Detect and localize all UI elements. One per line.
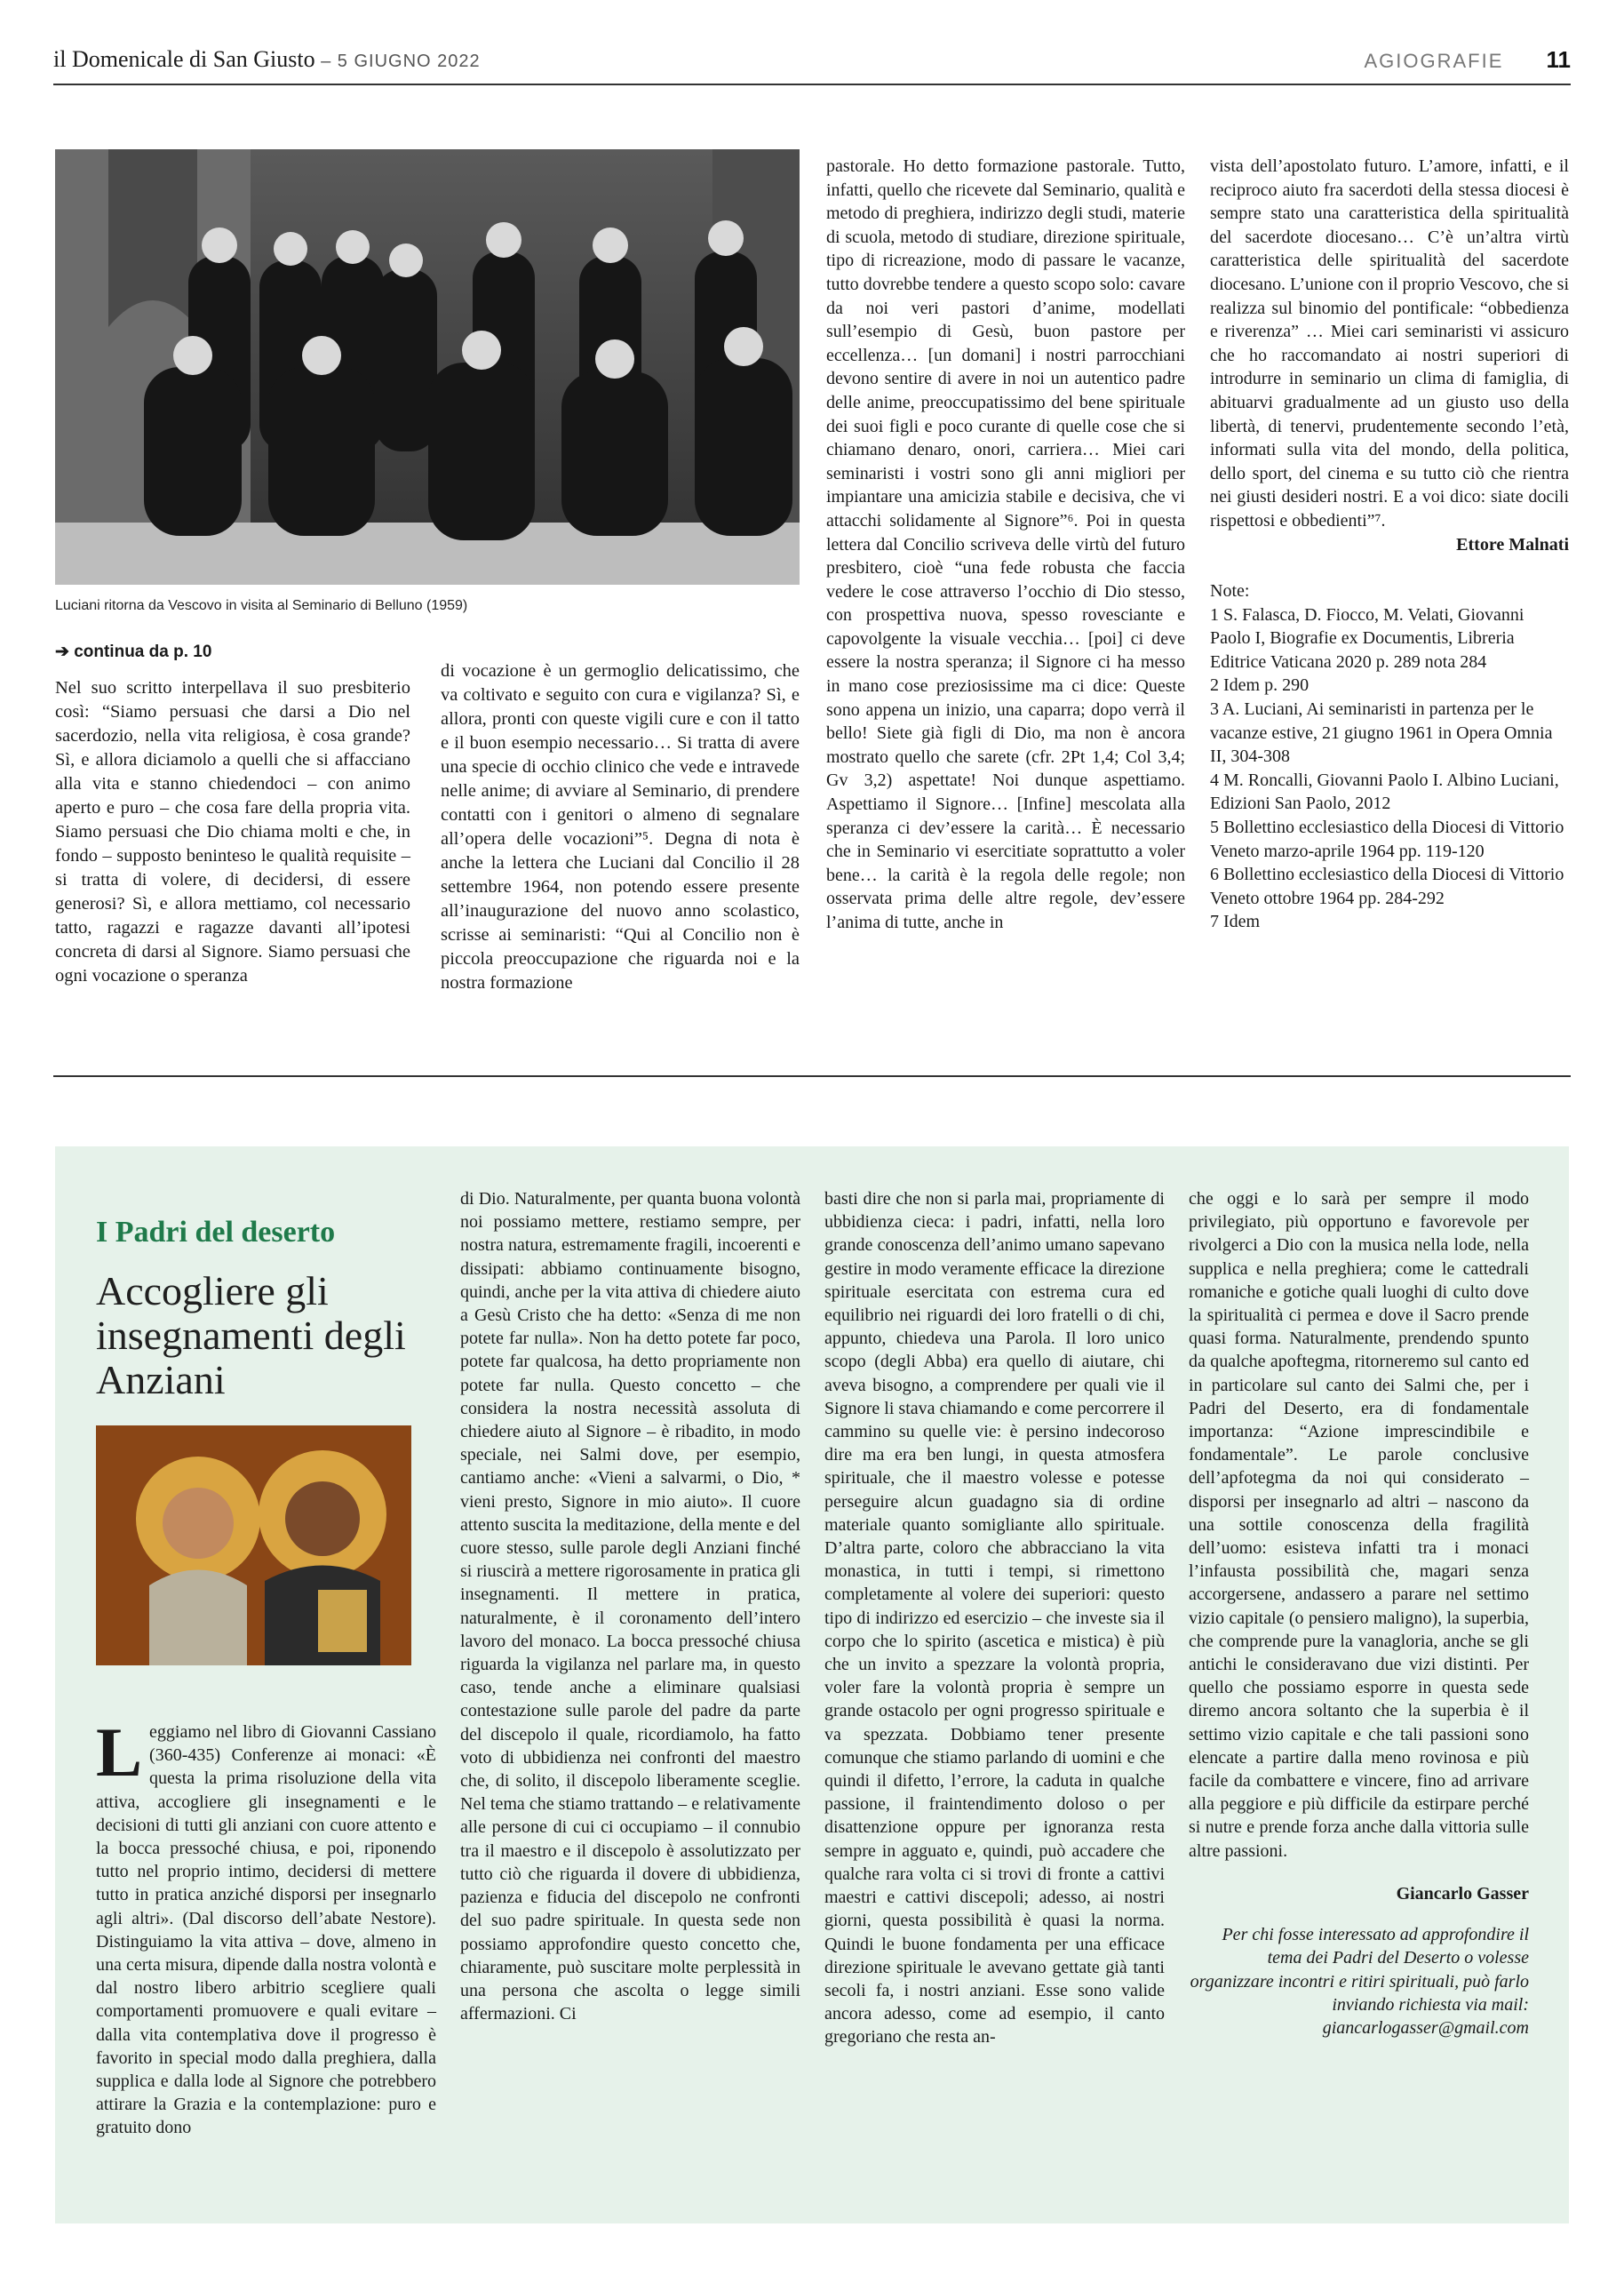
paragraph: basti dire che non si parla mai, propriamente di ubbidienza cieca: i padri, infatti, nella loro grande conoscenza dell’animo umano sapevano gestire in modo veramente efficace la direzione spirituale esercitata con estrema cura ed equilibrio nei riguardi dei loro fratelli o di chi, appunto, chiedeva una Parola. Il loro unico scopo (degli Abba) era quello di aiutare, chi aveva bisogno, a comprendere per quali vie il Signore li stava chiamando e come percorrere il cammino su quelle vie: è persino indecoroso dire ma era ben lungi, in questa atmosfera spirituale, che il maestro volesse e potesse perseguire alcun guadagno sia di ordine materiale quanto somigliante allo spirituale. D’altra parte, coloro che abbracciano la vita monastica, in tutti i tempi, si rimettono completamente al volere dei superiori: questo tipo di indirizzo ed esercizio – che investe sia il corpo che lo spirito (ascetica e mistica) è più che un invito a spezzare la volontà propria, voler fare la volontà propria è sempre un grande ostacolo per ogni progresso spirituale e va spezzata. Dobbiamo tener presente comunque che stiamo parlando di uomini e che quindi il difetto, l’errore, la caduta in qualche passione, il fraintendimento doloso o per disattenzione oppure per ignoranza resta sempre in agguato e, quindi, può accadere che qualche rara volta ci si trovi di fronte a cattivi maestri e cattivi discepoli; adesso, ai nostri giorni, questa possibilità è quasi la norma. Quindi le buone fondamenta per una efficace direzione spirituale le avevano gettate già tanti secoli fa, i nostri anziani. Esse sono valide ancora adesso, come ad esempio, il canto gregoriano che resta an- bbox=[824, 1189, 1165, 2048]
note-item: 7 Idem bbox=[1210, 912, 1261, 932]
paragraph: vista dell’apostolato futuro. L’amore, infatti, e il reciproco aiuto fra sacerdoti della stessa diocesi è sempre stato una caratteristica della spiritualità del sacerdote diocesano… C’è un’altra virtù caratteristica delle spiritualità del sacerdote diocesano. L’unione con il proprio Vescovo, che si realizza sul binomio del pontificale: “obbedienza e riverenza” … Miei cari seminaristi vi assicuro che ho raccomandato ai nostri superiori di introdurre in seminario un clima di famiglia, di abituarvi gradualmente ad un giusto uso della libertà, di tenervi, prudentemente secondo l’età, informati sulla vita del mondo, della politica, dello sport, del cinema e su tutto ciò che rientra nei giusti desideri nostri. E a voi dico: siate docili rispettosi e obbedienti”⁷. bbox=[1210, 156, 1569, 531]
coptic-icon-image bbox=[96, 1425, 411, 1665]
note-item: 2 Idem p. 290 bbox=[1210, 675, 1310, 696]
author-signature: Ettore Malnati bbox=[1456, 534, 1569, 555]
note-item: 4 M. Roncalli, Giovanni Paolo I. Albino Luciani, Edizioni San Paolo, 2012 bbox=[1210, 770, 1559, 814]
section-header bbox=[1364, 46, 1571, 74]
top-article-column-1 bbox=[55, 640, 410, 988]
bottom-article-column-2 bbox=[460, 1187, 800, 2025]
issue-date: – 5 GIUGNO 2022 bbox=[321, 52, 481, 71]
note-item: 3 A. Luciani, Ai seminaristi in partenza per le vacanze estive, 21 giugno 1961 in Opera Omnia II, 304-308 bbox=[1210, 699, 1553, 767]
section-name: AGIOGRAFIE bbox=[1364, 50, 1504, 72]
paragraph: pastorale. Ho detto formazione pastorale. Tutto, infatti, quello che ricevete dal Seminario, qualità e metodo di preghiera, indirizzo degli studi, materie di scuola, metodo di studiare, direzione spirituale, tipo di ricreazione, modo di passare le vacanze, tutto dovrebbe tendere a questo scopo solo: cavare da noi veri pastori d’anime, modellati sull’esempio di Gesù, buon pastore per eccellenza… [un domani] i nostri parrocchiani devono sentire di avere in noi un autentico padre delle anime, preoccupatissimo del bene spirituale dei suoi figli e poco curante di quelle cose che si chiamano denaro, onori, carriera… Miei cari seminaristi i vostri sono gli anni migliori per impiantare una amicizia stabile e decisiva, che vi attacchi solidamente al Signore”⁶. Poi in questa lettera dal Concilio scriveva delle virtù del futuro presbitero, cioè “una fede robusta che faccia vedere le cose attraverso l’occhio di Dio stesso, con prospettiva nuova, spesso rovesciante e capovolgente la visuale vecchia… [poi] ci deve essere la nostra speranza; il Signore ci ha messo in mano cose preziosissime ma ci dice: Queste sono appena un inizio, una caparra; dopo verrà il bello! Siete già figli di Dio, ma non è ancora mostrato quello che sarete (cfr. 2Pt 1,4; Col 3,4; Gv 3,2) aspettate! Noi dunque aspettiamo. Aspettiamo il Signore… [Infine] mescolata alla speranza ci dev’essere la carità… È necessario che in Seminario vi esercitiate soprattutto a voler bene… la carità è la regola delle regole; non osservata prima delle altre regole, dev’essere l’anima di tutte, anche in bbox=[826, 156, 1185, 932]
note-item: 5 Bollettino ecclesiastico della Diocesi di Vittorio Veneto marzo-aprile 1964 pp. 119-120 bbox=[1210, 818, 1564, 861]
author-signature: Giancarlo Gasser bbox=[1396, 1883, 1529, 1904]
note-item: 6 Bollettino ecclesiastico della Diocesi di Vittorio Veneto ottobre 1964 pp. 284-292 bbox=[1210, 865, 1564, 908]
bottom-article-column-3 bbox=[824, 1187, 1165, 2049]
top-article-column-2 bbox=[441, 659, 800, 995]
bottom-article-column-1 bbox=[96, 1713, 436, 2140]
page-number: 11 bbox=[1546, 46, 1571, 73]
publication-name: il Domenicale di San Giusto bbox=[53, 46, 315, 72]
paragraph: di Dio. Naturalmente, per quanta buona volontà noi possiamo mettere, restiamo sempre, per nostra natura, estremamente fragili, incoerenti e dissipati: abbiamo continuamente bisogno, quindi, anche per la vita attiva di chiedere aiuto a Gesù Cristo che ha detto: «Senza di me non potete far nulla». Non ha detto potete far poco, potete far qualcosa, ha detto propriamente non potete far nulla. Questo concetto – che considera la nostra necessità assoluta di chiedere aiuto al Signore – è ribadito, in modo speciale, nei Salmi dove, per esempio, cantiamo anche: «Vieni a salvarmi, o Dio, * vieni presto, Signore in mio aiuto». Il cuore attento suscita la meditazione, della mente e del cuore stesso, sulle parole degli Anziani finché si riuscirà a mettere rigorosamente in pratica gli insegnamenti. Il mettere in pratica, naturalmente, è il coronamento dell’intero lavoro del monaco. La bocca pressoché chiusa riguarda la vigilanza nel parlare ma, in questo caso, tende anche a eliminare qualsiasi contestazione sulle parole del padre da parte del discepolo il quale, ricordiamolo, ha fatto voto di ubbidienza nei confronti del maestro che, di solito, il discepolo liberamente sceglie. Nel tema che stiamo trattando – e relativamente alle persone di cui ci occupiamo – il connubio tra il maestro e il discepolo è assolutizzato per tutto ciò che riguarda il dovere di ubbidienza, pazienza e fiducia del discepolo ne confronti del suo padre spirituale. In questa sede non possiamo approfondire questo concetto che, chiaramente, può suscitare molte perplessità in una persona che ascolta o legge simili affermazioni. Ci bbox=[460, 1189, 800, 2024]
paragraph: di vocazione è un germoglio delicatissimo, che va coltivato e seguito con cura e vigilanza? Sì, e allora, pronti con queste vigili cure e con il tatto e il buon esempio necessario… Si tratta di avere una specie di occhio clinico che vede e intravede nelle anime; di avviare al Seminario, di prendere contatti con i genitori o almeno di segnalare all’opera delle vocazioni”⁵. Degna di nota è anche la lettera che Luciani dal Concilio il 28 settembre 1964, non potendo essere presente all’inaugurazione del nuovo anno scolastico, scrisse ai seminaristi: “Qui al Concilio non è piccola preoccupazione che riguarda noi e la nostra formazione bbox=[441, 661, 800, 993]
bottom-article-column-4 bbox=[1189, 1187, 1529, 2040]
notes-title: Note: bbox=[1210, 581, 1250, 602]
paragraph: Nel suo scritto interpellava il suo presbiterio così: “Siamo persuasi che darsi a Dio nel sacerdozio, nella vita religiosa, è cosa grande? Sì, e allora diciamolo a quelli che si affacciano alla vita e stanno chiedendoci – con animo aperto e puro – che cosa fare della propria vita. Siamo persuasi che Dio chiama molti e che, in fondo – supposto beninteso le qualità requisite – si tratta di volere, di decidersi, di essere generosi? Sì, e allora mettiamo, col necessario tatto, ragazzi e ragazze davanti all’ipotesi concreta di darsi al Signore. Siamo persuasi che ogni vocazione o speranza bbox=[55, 678, 410, 986]
paragraph: eggiamo nel libro di Giovanni Cassiano (360-435) Conferenze ai monaci: «È questa la prima risoluzione della vita attiva, accogliere gli insegnamenti e le decisioni di tutti gli anziani con cuore attento e la bocca pressoché chiusa, e poi, riponendo tutto nel proprio intimo, decidersi di mettere tutto in pratica anziché disporsi per insegnarlo agli altri». (Dal discorso dell’abate Nestore). Distinguiamo la vita attiva – dove, almeno in una certa misura, dipende dalla nostra volontà e dal nostro libero arbitrio scegliere quali comportamenti promuovere e quali evitare – dalla vita contemplativa dove il progresso è favorito in special modo dalla preghiera, dalla supplica e dalla lode al Signore che potrebbero attirare la Grazia e la contemplazione: puro e gratuito dono bbox=[96, 1722, 436, 2138]
section-divider bbox=[53, 1075, 1571, 1077]
masthead bbox=[53, 46, 481, 73]
note-item: 1 S. Falasca, D. Fiocco, M. Velati, Giovanni Paolo I, Biografie ex Documentis, Libreria Editrice Vaticana 2020 p. 289 nota 284 bbox=[1210, 604, 1524, 672]
top-article-column-3 bbox=[826, 155, 1185, 935]
article-title: Accogliere gli insegnamenti degli Anziani bbox=[96, 1268, 406, 1402]
section-kicker: I Padri del deserto bbox=[96, 1216, 336, 1249]
top-article-column-4 bbox=[1210, 155, 1569, 934]
drop-cap: L bbox=[96, 1713, 143, 1791]
header-rule bbox=[53, 84, 1571, 85]
photo-caption: Luciani ritorna da Vescovo in visita al Seminario di Belluno (1959) bbox=[55, 598, 468, 613]
paragraph: che oggi e lo sarà per sempre il modo privilegiato, più opportuno e favorevole per rivolgerci a Dio con la musica nella lode, nella supplica e nella preghiera; come le cattedrali romaniche e gotiche quali luoghi di culto dove la spiritualità ci permea e dove il Sacro prende quasi forma. Naturalmente, prendendo spunto da qualche apoftegma, ritorneremo sul canto ed in particolare sul canto dei Salmi che, per i Padri del Deserto, era di fondamentale importanza: “Azione imprescindibile e fondamentale”. Le parole conclusive dell’apfotegma da noi qui considerato – disporsi per insegnarlo ad altri – nascono da una sottile conoscenza della fragilità dell’uomo: esisteva infatti tra i monaci l’infausta possibilità che, magari senza accorgersene, andassero a parare nel settimo vizio capitale (o pensiero maligno), la superbia, che comprende pure la vanagloria, anche se gli antichi le consideravano due vizi distinti. Per quello che possiamo esporre in questa sede diremo ancora soltanto che la superbia è il settimo vizio capitale e che tali passioni sono elencate a partire dalla meno rovinosa e più facile da combattere e vincere, fino ad arrivare alla peggiore e più difficile da estirpare perché si nutre e prende forza anche dalla vittoria sulle altre passioni. bbox=[1189, 1189, 1529, 1861]
contact-note: Per chi fosse interessato ad approfondire il tema dei Padri del Deserto o volesse organizzare incontri e ritiri spirituali, può farlo inviando richiesta via mail: bbox=[1190, 1925, 1529, 2015]
notes-block bbox=[1210, 579, 1569, 934]
continued-from: ➔ continua da p. 10 bbox=[55, 643, 212, 661]
seminary-group-photo bbox=[55, 149, 800, 585]
contact-email[interactable]: giancarlogasser@gmail.com bbox=[1322, 2017, 1529, 2038]
